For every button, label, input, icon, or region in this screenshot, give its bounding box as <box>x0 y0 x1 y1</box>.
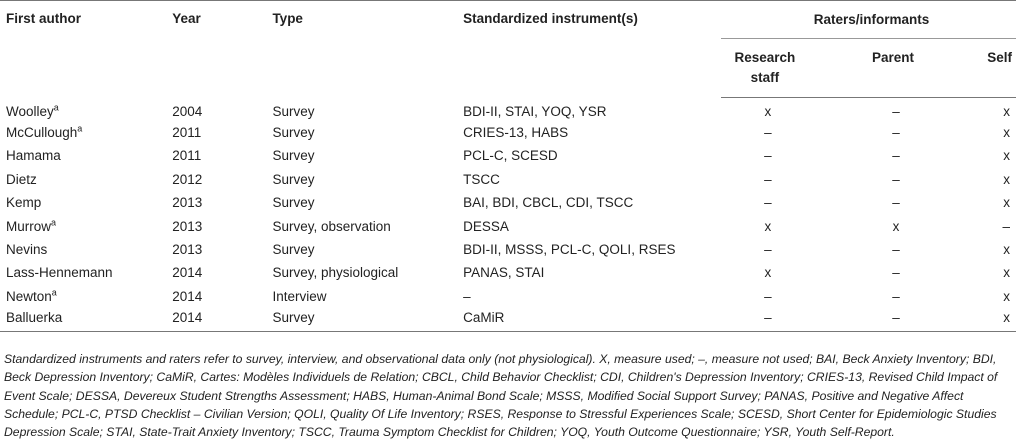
cell-type: Interview <box>272 288 327 304</box>
cell-year: 2014 <box>172 288 203 304</box>
header-type: Type <box>272 11 303 26</box>
cell-type: Survey <box>272 242 315 258</box>
cell-type: Survey <box>266 308 457 331</box>
cell-parent: – <box>892 265 900 281</box>
cell-year: 2013 <box>172 218 203 234</box>
author-name: McCullough <box>6 125 78 141</box>
cell-author <box>0 238 166 261</box>
cell-parent: – <box>809 308 978 331</box>
author-name: Newton <box>6 288 52 304</box>
cell-parent: – <box>892 242 900 258</box>
cell-research-staff: – <box>764 242 772 258</box>
author-name: Woolley <box>6 103 54 119</box>
cell-self: x <box>1003 103 1010 119</box>
author-name: Kemp <box>6 195 42 211</box>
table-row <box>0 261 1016 284</box>
cell-self: x <box>1003 195 1010 211</box>
author-name: Murrow <box>6 218 52 234</box>
table-row <box>0 214 1016 237</box>
cell-instruments: DESSA <box>463 218 509 234</box>
cell-self: x <box>1003 265 1010 281</box>
cell-parent: – <box>892 171 900 187</box>
cell-self: x <box>1003 148 1010 164</box>
header-self: Self <box>977 39 1016 98</box>
table-row <box>0 285 1016 308</box>
cell-type: Survey <box>272 171 315 187</box>
header-raters: Raters/informants <box>813 12 930 27</box>
table-footnote: Standardized instruments and raters refer to survey, interview, and observational data only (not physiological). X, measure used; –, measure not used; BAI, Beck Anxiety Inventory; BDI, Beck Depression Inventory; CaMiR, Cartes: Modèles Individuels de Relation; CBCL, Child Behavior Checklist; CDI, Children's Depression Inventory; CRIES-13, Revised Child Impact of Event Scale; DESSA, Devereux Student Strengths Assessment; HABS, Human-Animal Bond Scale; MSSS, Modified Social Support Survey; PANAS, Positive and Negative Affect Schedule; PCL-C, PTSD Checklist – Civilian Version; QOLI, Quality Of Life Inventory; RSES, Response to Stressful Experiences Scale; SCESD, Short Center for Epidemiologic Studies Depression Scale; STAI, State-Trait Anxiety Inventory; TSCC, Trauma Symptom Checklist for Children; YOQ, Youth Outcome Questionnaire; YSR, Youth Self-Report. <box>4 352 998 440</box>
cell-self: x <box>1003 242 1010 258</box>
cell-author <box>0 261 166 284</box>
author-footnote-mark: a <box>51 217 57 228</box>
cell-instruments: BDI-II, MSSS, PCL-C, QOLI, RSES <box>463 242 676 258</box>
author-footnote-mark: a <box>51 287 57 298</box>
cell-author <box>0 214 166 237</box>
author-footnote-mark: a <box>53 102 59 113</box>
cell-instruments: – <box>463 288 471 304</box>
cell-type: Survey, observation <box>272 218 391 234</box>
header-instruments: Standardized instrument(s) <box>463 11 638 26</box>
cell-type: Survey <box>272 148 315 164</box>
author-footnote-mark: a <box>77 123 83 134</box>
author-name: Nevins <box>6 242 48 258</box>
cell-self: x <box>977 308 1016 331</box>
cell-year: 2014 <box>166 308 266 331</box>
cell-research-staff: x <box>764 103 772 119</box>
table-row <box>0 191 1016 214</box>
header-parent: Parent <box>809 39 978 98</box>
cell-author <box>0 121 166 144</box>
header-first-author: First author <box>6 11 82 26</box>
cell-author <box>0 168 166 191</box>
cell-instruments: CRIES-13, HABS <box>463 125 569 141</box>
cell-research-staff: – <box>764 148 772 164</box>
cell-type: Survey <box>272 125 315 141</box>
author-name: Hamama <box>6 148 61 164</box>
table-row <box>0 144 1016 167</box>
cell-year: 2011 <box>172 125 202 141</box>
cell-author <box>0 144 166 167</box>
cell-year: 2013 <box>172 195 203 211</box>
cell-self: x <box>1003 288 1010 304</box>
cell-type: Survey <box>272 195 315 211</box>
header-year: Year <box>172 11 201 26</box>
cell-research-staff: – <box>764 288 772 304</box>
cell-self: x <box>1003 125 1010 141</box>
cell-research-staff: – <box>764 171 772 187</box>
cell-year: 2012 <box>172 171 203 187</box>
author-name: Balluerka <box>6 309 63 325</box>
cell-parent: – <box>892 195 900 211</box>
cell-instruments: BAI, BDI, CBCL, CDI, TSCC <box>463 195 634 211</box>
cell-year: 2014 <box>172 265 203 281</box>
cell-instruments: PCL-C, SCESD <box>463 148 558 164</box>
cell-research-staff: – <box>764 125 772 141</box>
cell-year: 2013 <box>172 242 203 258</box>
table-row <box>0 238 1016 261</box>
cell-type: Survey, physiological <box>272 265 399 281</box>
cell-research-staff: x <box>764 265 772 281</box>
cell-self: – <box>1002 218 1010 234</box>
cell-parent: x <box>892 218 900 234</box>
cell-author <box>0 285 166 308</box>
author-name: Lass-Hennemann <box>6 265 113 281</box>
cell-parent: – <box>892 148 900 164</box>
cell-parent: – <box>892 288 900 304</box>
cell-author <box>0 191 166 214</box>
table-row <box>0 121 1016 144</box>
cell-year: 2011 <box>172 148 202 164</box>
cell-parent: – <box>892 125 900 141</box>
cell-self: x <box>1003 171 1010 187</box>
author-name: Dietz <box>6 171 37 187</box>
table-row <box>0 168 1016 191</box>
table-row <box>0 308 1016 331</box>
cell-research-staff: – <box>721 308 809 331</box>
cell-instruments: BDI-II, STAI, YOQ, YSR <box>463 103 607 119</box>
table-row <box>0 98 1016 121</box>
cell-year: 2004 <box>172 103 203 119</box>
cell-author <box>0 98 166 121</box>
cell-research-staff: x <box>764 218 772 234</box>
cell-parent: – <box>892 103 900 119</box>
cell-research-staff: – <box>764 195 772 211</box>
cell-instruments: TSCC <box>463 171 500 187</box>
cell-instruments: CaMiR <box>457 308 721 331</box>
cell-type: Survey <box>272 103 315 119</box>
header-research-staff: Research staff <box>721 39 809 98</box>
cell-instruments: PANAS, STAI <box>463 265 545 281</box>
cell-author <box>0 308 166 331</box>
